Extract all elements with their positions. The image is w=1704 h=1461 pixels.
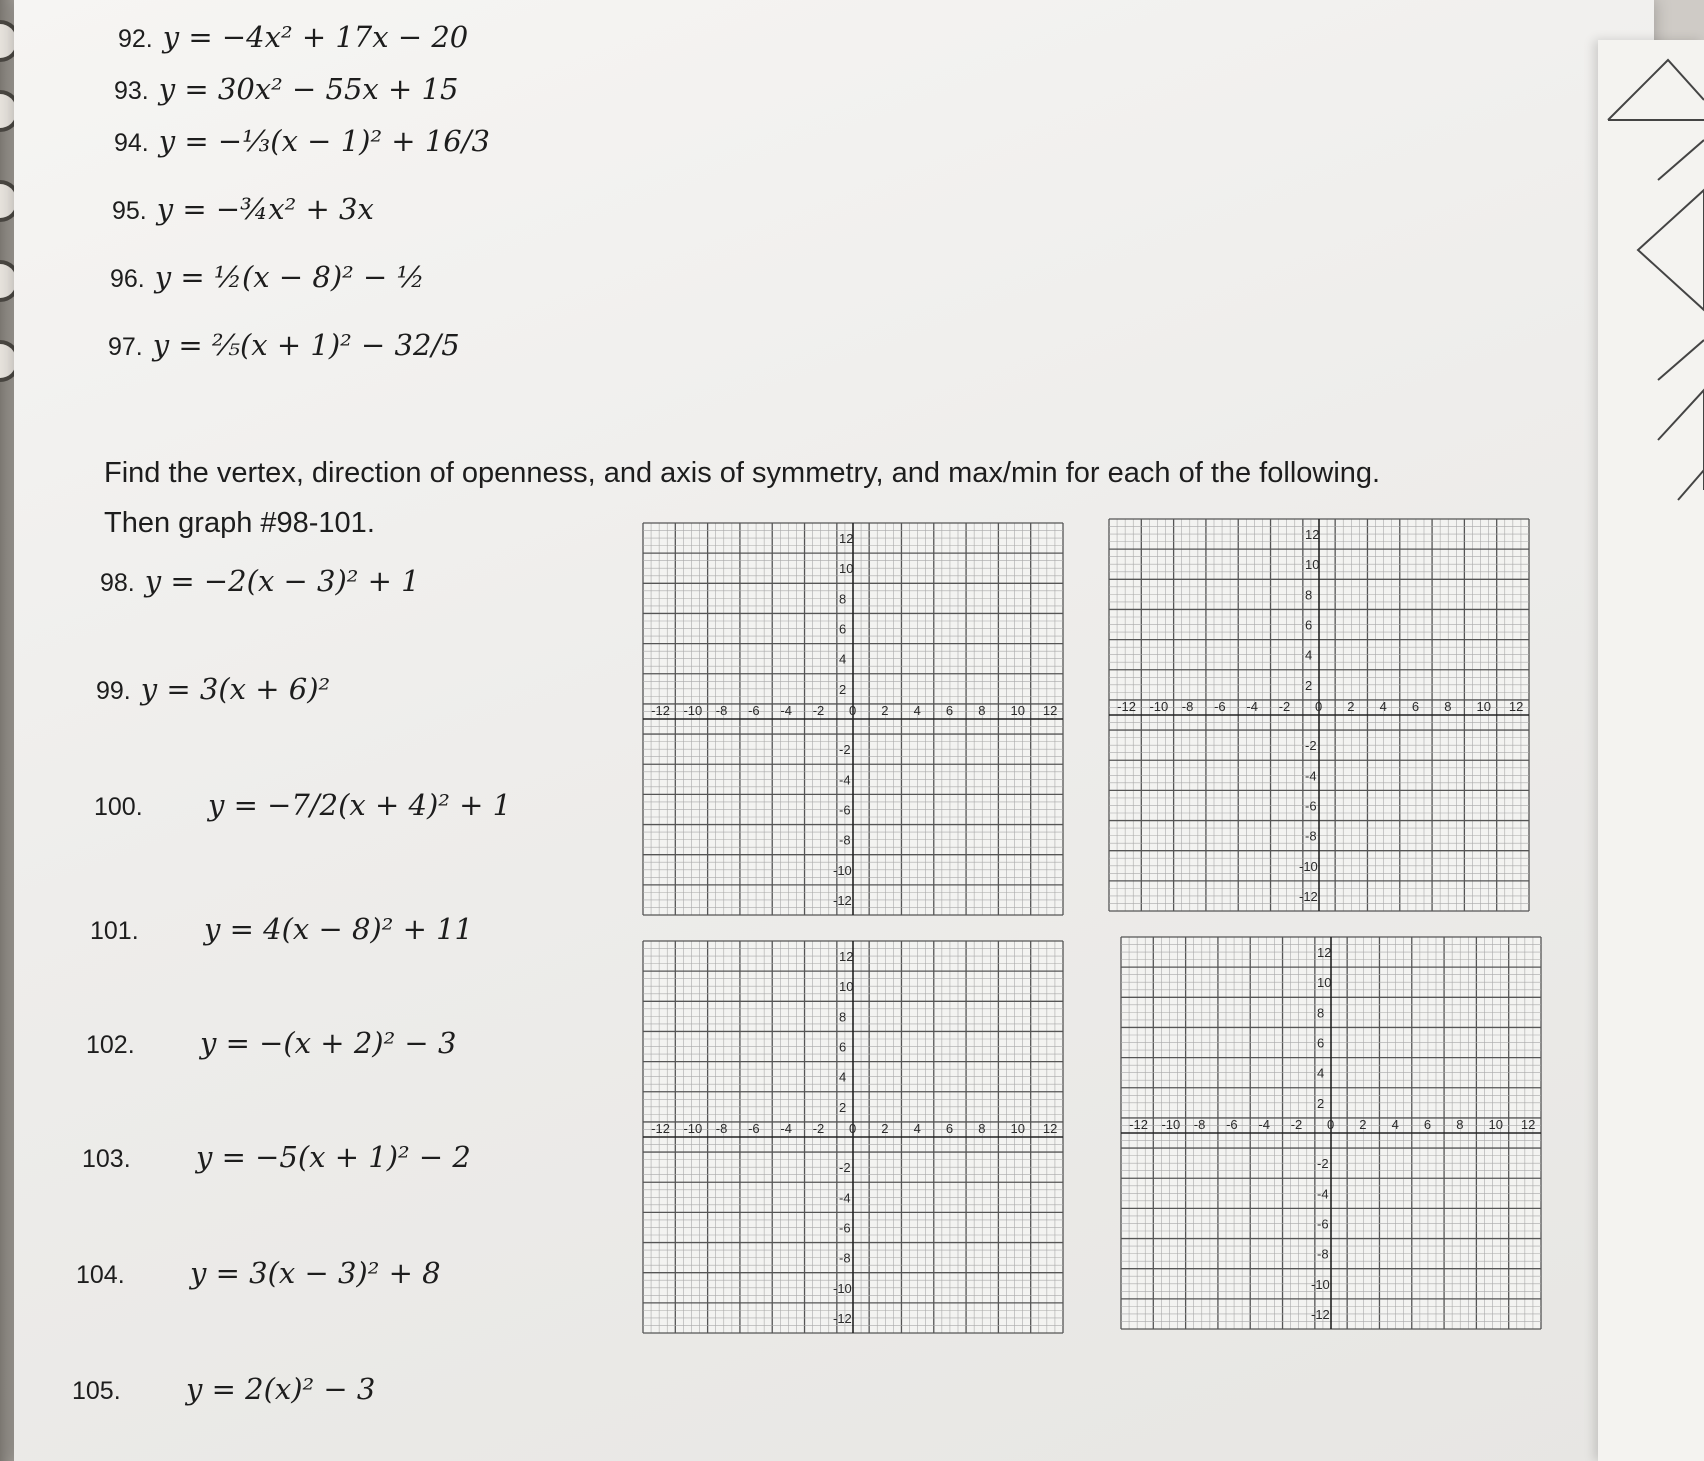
x-tick-label: -2 — [1290, 1117, 1303, 1132]
x-tick-label: 10 — [1010, 703, 1026, 718]
x-tick-label: 6 — [945, 1121, 954, 1136]
x-tick-label: -12 — [1129, 1117, 1148, 1132]
graph-paper-3[interactable] — [642, 940, 1064, 1334]
x-tick-label: -6 — [1226, 1117, 1238, 1132]
x-tick-label: 2 — [1359, 1117, 1367, 1132]
x-tick-label: -2 — [812, 703, 825, 718]
x-tick-label: 4 — [1379, 699, 1387, 714]
x-tick-label: -12 — [651, 1121, 670, 1136]
y-tick-label: 6 — [1305, 617, 1313, 633]
x-tick-label: -2 — [812, 1121, 825, 1136]
x-tick-label: 10 — [1010, 1121, 1026, 1136]
x-tick-label: -10 — [1161, 1117, 1181, 1132]
x-tick-label: 6 — [1423, 1117, 1432, 1132]
y-tick-label: -10 — [833, 1280, 852, 1296]
x-tick-label: -6 — [1214, 699, 1226, 714]
x-tick-label: -2 — [1278, 699, 1291, 714]
x-tick-label: -4 — [780, 703, 792, 718]
x-tick-label: 8 — [1456, 1117, 1464, 1132]
x-tick-label: 10 — [1488, 1117, 1504, 1132]
grid-svg — [642, 940, 1064, 1334]
y-tick-label: 10 — [839, 979, 854, 995]
y-tick-label: 6 — [1317, 1035, 1325, 1051]
y-tick-label: 4 — [839, 1069, 847, 1085]
x-tick-label: -4 — [1246, 699, 1258, 714]
y-tick-label: -4 — [839, 772, 851, 788]
y-tick-label: 12 — [1305, 527, 1320, 543]
y-tick-label: -12 — [833, 892, 852, 908]
y-tick-label: -10 — [1311, 1276, 1330, 1292]
x-tick-label: 0 — [849, 1121, 857, 1136]
y-tick-label: 2 — [1305, 677, 1313, 693]
y-tick-label: 2 — [839, 1099, 847, 1115]
problem-94: 94. y = −⅓(x − 1)² + 16/3 — [114, 124, 490, 158]
y-tick-label: 10 — [1317, 975, 1332, 991]
x-tick-label: 8 — [978, 1121, 986, 1136]
problem-100: 100. y = −7/2(x + 4)² + 1 — [94, 788, 512, 822]
y-tick-label: 8 — [1317, 1005, 1325, 1021]
x-tick-label: 12 — [1042, 1121, 1058, 1136]
y-tick-label: -6 — [1317, 1216, 1329, 1232]
y-tick-label: 8 — [1305, 587, 1313, 603]
x-tick-label: -8 — [1181, 699, 1194, 714]
problem-102: 102. y = −(x + 2)² − 3 — [86, 1026, 457, 1060]
problem-101: 101. y = 4(x − 8)² + 11 — [90, 912, 474, 946]
y-tick-label: -8 — [1305, 828, 1317, 844]
x-tick-label: -6 — [748, 1121, 760, 1136]
x-tick-label: 4 — [1391, 1117, 1399, 1132]
problem-95: 95. y = −¾x² + 3x — [112, 192, 374, 226]
y-tick-label: 4 — [839, 651, 847, 667]
x-tick-label: 6 — [1411, 699, 1420, 714]
y-tick-label: -12 — [1299, 888, 1318, 904]
y-tick-label: -2 — [1317, 1156, 1329, 1172]
y-tick-label: -4 — [1305, 768, 1317, 784]
y-tick-label: 6 — [839, 621, 847, 637]
y-tick-label: 10 — [839, 561, 854, 577]
problem-103: 103. y = −5(x + 1)² − 2 — [82, 1140, 471, 1174]
problem-105: 105. y = 2(x)² − 3 — [72, 1372, 376, 1406]
x-tick-label: -6 — [748, 703, 760, 718]
y-tick-label: 6 — [839, 1039, 847, 1055]
x-tick-label: -8 — [715, 1121, 728, 1136]
y-tick-label: -6 — [839, 802, 851, 818]
y-tick-label: -10 — [1299, 858, 1318, 874]
x-tick-label: -8 — [1193, 1117, 1206, 1132]
grid-svg — [1120, 936, 1542, 1330]
x-tick-label: 2 — [1347, 699, 1355, 714]
y-tick-label: -2 — [1305, 738, 1317, 754]
x-tick-label: 10 — [1476, 699, 1492, 714]
x-tick-label: 0 — [849, 703, 857, 718]
graph-paper-2[interactable] — [1108, 518, 1530, 912]
x-tick-label: 8 — [978, 703, 986, 718]
problem-104: 104. y = 3(x − 3)² + 8 — [76, 1256, 441, 1290]
y-tick-label: -8 — [839, 1250, 851, 1266]
x-tick-label: -12 — [1117, 699, 1136, 714]
problem-92: 92. y = −4x² + 17x − 20 — [118, 20, 469, 54]
y-tick-label: -12 — [1311, 1306, 1330, 1322]
y-tick-label: 2 — [1317, 1095, 1325, 1111]
y-tick-label: 8 — [839, 591, 847, 607]
problem-96: 96. y = ½(x − 8)² − ½ — [110, 260, 425, 294]
x-tick-label: 2 — [881, 703, 889, 718]
y-tick-label: 4 — [1305, 647, 1313, 663]
x-tick-label: 6 — [945, 703, 954, 718]
problem-97: 97. y = ⅖(x + 1)² − 32/5 — [108, 328, 460, 362]
problem-99: 99. y = 3(x + 6)² — [96, 672, 331, 706]
y-tick-label: -10 — [833, 862, 852, 878]
y-tick-label: -4 — [839, 1190, 851, 1206]
x-tick-label: 0 — [1315, 699, 1323, 714]
x-tick-label: -8 — [715, 703, 728, 718]
x-tick-label: 12 — [1508, 699, 1524, 714]
triangle-pattern-decoration — [1598, 40, 1704, 1461]
x-tick-label: 2 — [881, 1121, 889, 1136]
x-tick-label: -12 — [651, 703, 670, 718]
x-tick-label: 0 — [1327, 1117, 1335, 1132]
problem-98: 98. y = −2(x − 3)² + 1 — [100, 564, 420, 598]
x-tick-label: -4 — [1258, 1117, 1270, 1132]
y-tick-label: 8 — [839, 1009, 847, 1025]
y-tick-label: -8 — [1317, 1246, 1329, 1262]
y-tick-label: 10 — [1305, 557, 1320, 573]
y-tick-label: -4 — [1317, 1186, 1329, 1202]
x-tick-label: 4 — [913, 1121, 921, 1136]
y-tick-label: 2 — [839, 681, 847, 697]
y-tick-label: 12 — [1317, 945, 1332, 961]
y-tick-label: 12 — [839, 949, 854, 965]
y-tick-label: -6 — [839, 1220, 851, 1236]
adjacent-sheet — [1598, 40, 1704, 1461]
grid-svg — [642, 522, 1064, 916]
x-tick-label: -10 — [683, 1121, 703, 1136]
graph-paper-4[interactable] — [1120, 936, 1542, 1330]
y-tick-label: -8 — [839, 832, 851, 848]
graph-paper-1[interactable] — [642, 522, 1064, 916]
y-tick-label: 12 — [839, 531, 854, 547]
instructions-line-2: Then graph #98-101. — [104, 507, 375, 539]
y-tick-label: -12 — [833, 1310, 852, 1326]
y-tick-label: 4 — [1317, 1065, 1325, 1081]
x-tick-label: 8 — [1444, 699, 1452, 714]
x-tick-label: 12 — [1520, 1117, 1536, 1132]
y-tick-label: -2 — [839, 742, 851, 758]
x-tick-label: 4 — [913, 703, 921, 718]
x-tick-label: 12 — [1042, 703, 1058, 718]
y-tick-label: -6 — [1305, 798, 1317, 814]
x-tick-label: -4 — [780, 1121, 792, 1136]
instructions-line-1: Find the vertex, direction of openness, and axis of symmetry, and max/min for each of the following. — [104, 457, 1381, 489]
grid-svg — [1108, 518, 1530, 912]
x-tick-label: -10 — [1149, 699, 1169, 714]
x-tick-label: -10 — [683, 703, 703, 718]
problem-93: 93. y = 30x² − 55x + 15 — [114, 72, 459, 106]
y-tick-label: -2 — [839, 1160, 851, 1176]
